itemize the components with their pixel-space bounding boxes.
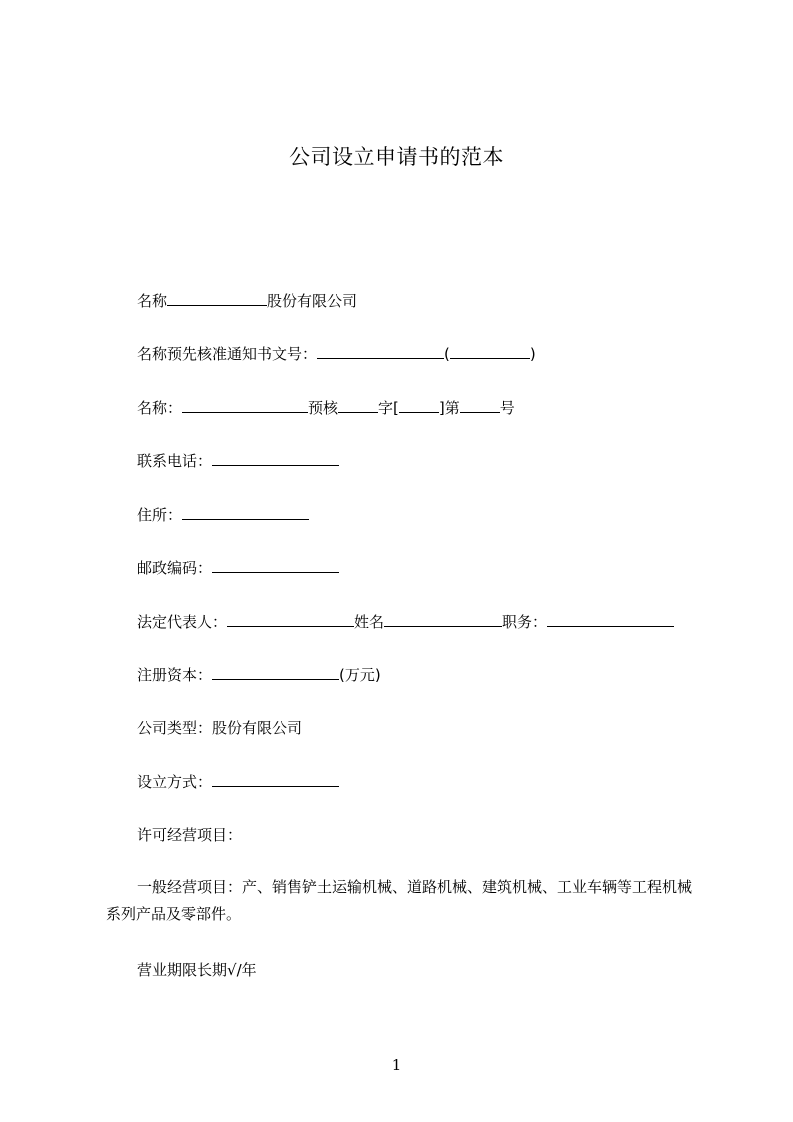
precheck-blank[interactable] <box>338 398 378 413</box>
postcode-blank[interactable] <box>212 558 339 573</box>
precheck-name-label: 名称： <box>137 399 183 417</box>
di-blank[interactable] <box>460 398 500 413</box>
person-name-label: 姓名 <box>354 613 385 631</box>
paren-close: ) <box>529 345 536 363</box>
notice-number-blank[interactable] <box>317 344 444 359</box>
precheck-line <box>137 398 515 418</box>
notice-number-line <box>137 344 536 364</box>
term-line <box>137 960 257 980</box>
licensed-scope-line <box>137 825 242 845</box>
precheck-name-blank[interactable] <box>182 398 308 413</box>
capital-unit: (万元) <box>339 666 381 684</box>
company-type-value: 股份有限公司 <box>212 719 303 737</box>
company-name-suffix: 股份有限公司 <box>267 292 358 310</box>
page-title: 公司设立申请书的范本 <box>289 145 504 169</box>
check-mark-icon: √ <box>227 961 237 979</box>
company-name-label: 名称 <box>137 292 168 310</box>
notice-number-label: 名称预先核准通知书文号： <box>137 345 318 363</box>
notice-paren-blank[interactable] <box>450 344 530 359</box>
legal-rep-blank[interactable] <box>227 612 354 627</box>
legal-rep-label: 法定代表人： <box>137 613 228 631</box>
capital-line <box>137 665 381 685</box>
address-label: 住所： <box>137 506 183 524</box>
precheck-label: 预核 <box>308 399 339 417</box>
page-number: 1 <box>391 1056 402 1074</box>
zi-label: 字[ <box>378 399 399 417</box>
address-line <box>137 505 309 525</box>
term-suffix: /年 <box>236 961 257 979</box>
person-name-blank[interactable] <box>384 612 502 627</box>
position-label: 职务： <box>502 613 548 631</box>
capital-blank[interactable] <box>212 665 339 680</box>
position-blank[interactable] <box>547 612 674 627</box>
company-name-blank[interactable] <box>167 291 267 306</box>
phone-label: 联系电话： <box>137 452 213 470</box>
capital-label: 注册资本： <box>137 666 213 684</box>
licensed-scope-label: 许可经营项目： <box>137 826 243 844</box>
general-scope-paragraph: 一般经营项目：产、销售铲土运输机械、道路机械、建筑机械、工业车辆等工程机械系列产品及零部件。 <box>106 878 693 923</box>
company-type-label: 公司类型： <box>137 719 213 737</box>
phone-line <box>137 451 339 471</box>
phone-blank[interactable] <box>212 451 339 466</box>
di-label: ]第 <box>438 399 460 417</box>
zi-blank[interactable] <box>399 398 439 413</box>
postcode-line <box>137 558 339 578</box>
legal-rep-line <box>137 612 674 632</box>
address-blank[interactable] <box>182 505 309 520</box>
paren-open: ( <box>444 345 450 363</box>
establish-method-line <box>137 772 339 792</box>
hao-label: 号 <box>499 399 515 417</box>
postcode-label: 邮政编码： <box>137 559 213 577</box>
company-name-line <box>137 291 357 311</box>
establish-method-blank[interactable] <box>212 772 339 787</box>
establish-method-label: 设立方式： <box>137 773 213 791</box>
company-type-line <box>137 718 302 738</box>
term-label: 营业期限长期 <box>137 961 228 979</box>
